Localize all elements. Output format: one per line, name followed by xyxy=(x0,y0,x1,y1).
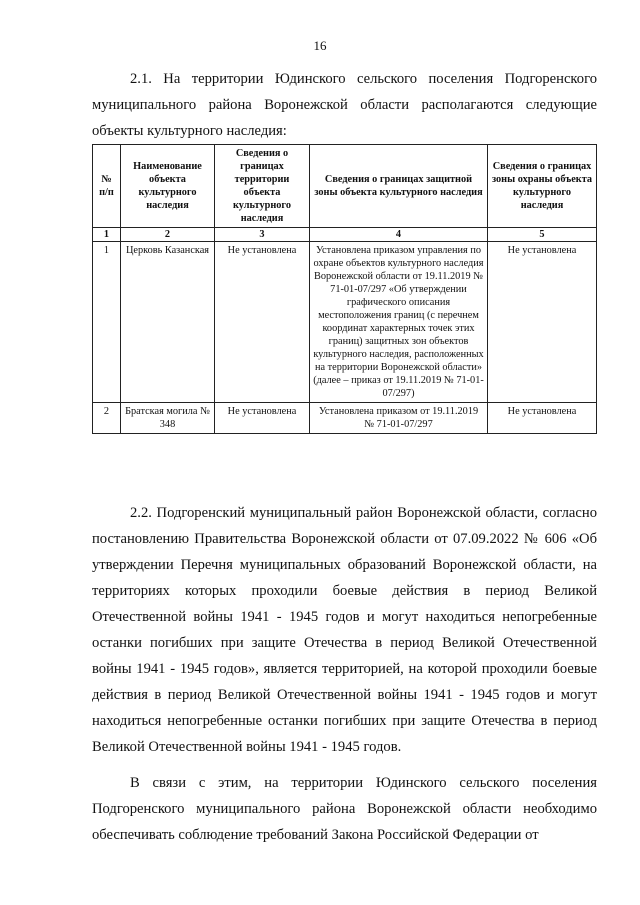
table-header-row xyxy=(93,145,597,228)
column-number: 4 xyxy=(310,228,488,242)
header-territory-borders: Сведения о границах территории объекта культурного наследия xyxy=(215,145,310,228)
intro-paragraph-text: 2.1. На территории Юдинского сельского поселения Подгоренского муниципального района Воронежской области располагаются следующие объекты культурного наследия: xyxy=(92,71,597,139)
intro-paragraph xyxy=(92,66,597,144)
column-number: 3 xyxy=(215,228,310,242)
column-number: 2 xyxy=(121,228,215,242)
object-name: Братская могила № 348 xyxy=(121,403,215,434)
protective-zone: Установлена приказом управления по охране объектов культурного наследия Воронежской области от 19.11.2019 № 71-01-07/297 «Об утверждении графического описания местоположения границ (с перечнем координат характерных точек этих границ) защитных зон объектов культурного наследия, расположенных на территории Воронежской области» (далее – приказ от 19.11.2019 № 71-01-07/297) xyxy=(310,242,488,403)
security-zone: Не установлена xyxy=(488,242,597,403)
table-row xyxy=(93,242,597,403)
security-zone: Не установлена xyxy=(488,403,597,434)
header-security-zone: Сведения о границах зоны охраны объекта культурного наследия xyxy=(488,145,597,228)
territory-borders: Не установлена xyxy=(215,403,310,434)
paragraph-last-text: В связи с этим, на территории Юдинского сельского поселения Подгоренского муниципального района Воронежской области необходимо обеспечивать соблюдение требований Закона Российской Федерации от xyxy=(92,775,597,843)
page-number: 16 xyxy=(313,38,327,53)
row-number: 1 xyxy=(93,242,121,403)
paragraph-2-2 xyxy=(92,500,597,760)
heritage-objects-table xyxy=(92,144,597,434)
protective-zone: Установлена приказом от 19.11.2019 № 71-01-07/297 xyxy=(310,403,488,434)
paragraph-last xyxy=(92,770,597,848)
paragraph-2-2-text: 2.2. Подгоренский муниципальный район Воронежской области, согласно постановлению Правительства Воронежской области от 07.09.2022 № 606 «Об утверждении Перечня муниципальных образований Воронежской области, на территориях которых проходили боевые действия в период Великой Отечественной войны 1941 - 1945 годов и могут находиться непогребенные останки погибших при защите Отечества в период Великой Отечественной войны 1941 - 1945 годов», является территорией, на которой проходили боевые действия в период Великой Отечественной войны 1941 - 1945 годов и могут находиться непогребенные останки погибших при защите Отечества в период Великой Отечественной войны 1941 - 1945 годов. xyxy=(92,505,597,755)
table-row xyxy=(93,403,597,434)
header-object-name: Наименование объекта культурного наследия xyxy=(121,145,215,228)
header-protective-zone: Сведения о границах защитной зоны объекта культурного наследия xyxy=(310,145,488,228)
header-number: № п/п xyxy=(93,145,121,228)
territory-borders: Не установлена xyxy=(215,242,310,403)
row-number: 2 xyxy=(93,403,121,434)
object-name: Церковь Казанская xyxy=(121,242,215,403)
column-number-row xyxy=(93,228,597,242)
column-number: 5 xyxy=(488,228,597,242)
column-number: 1 xyxy=(93,228,121,242)
